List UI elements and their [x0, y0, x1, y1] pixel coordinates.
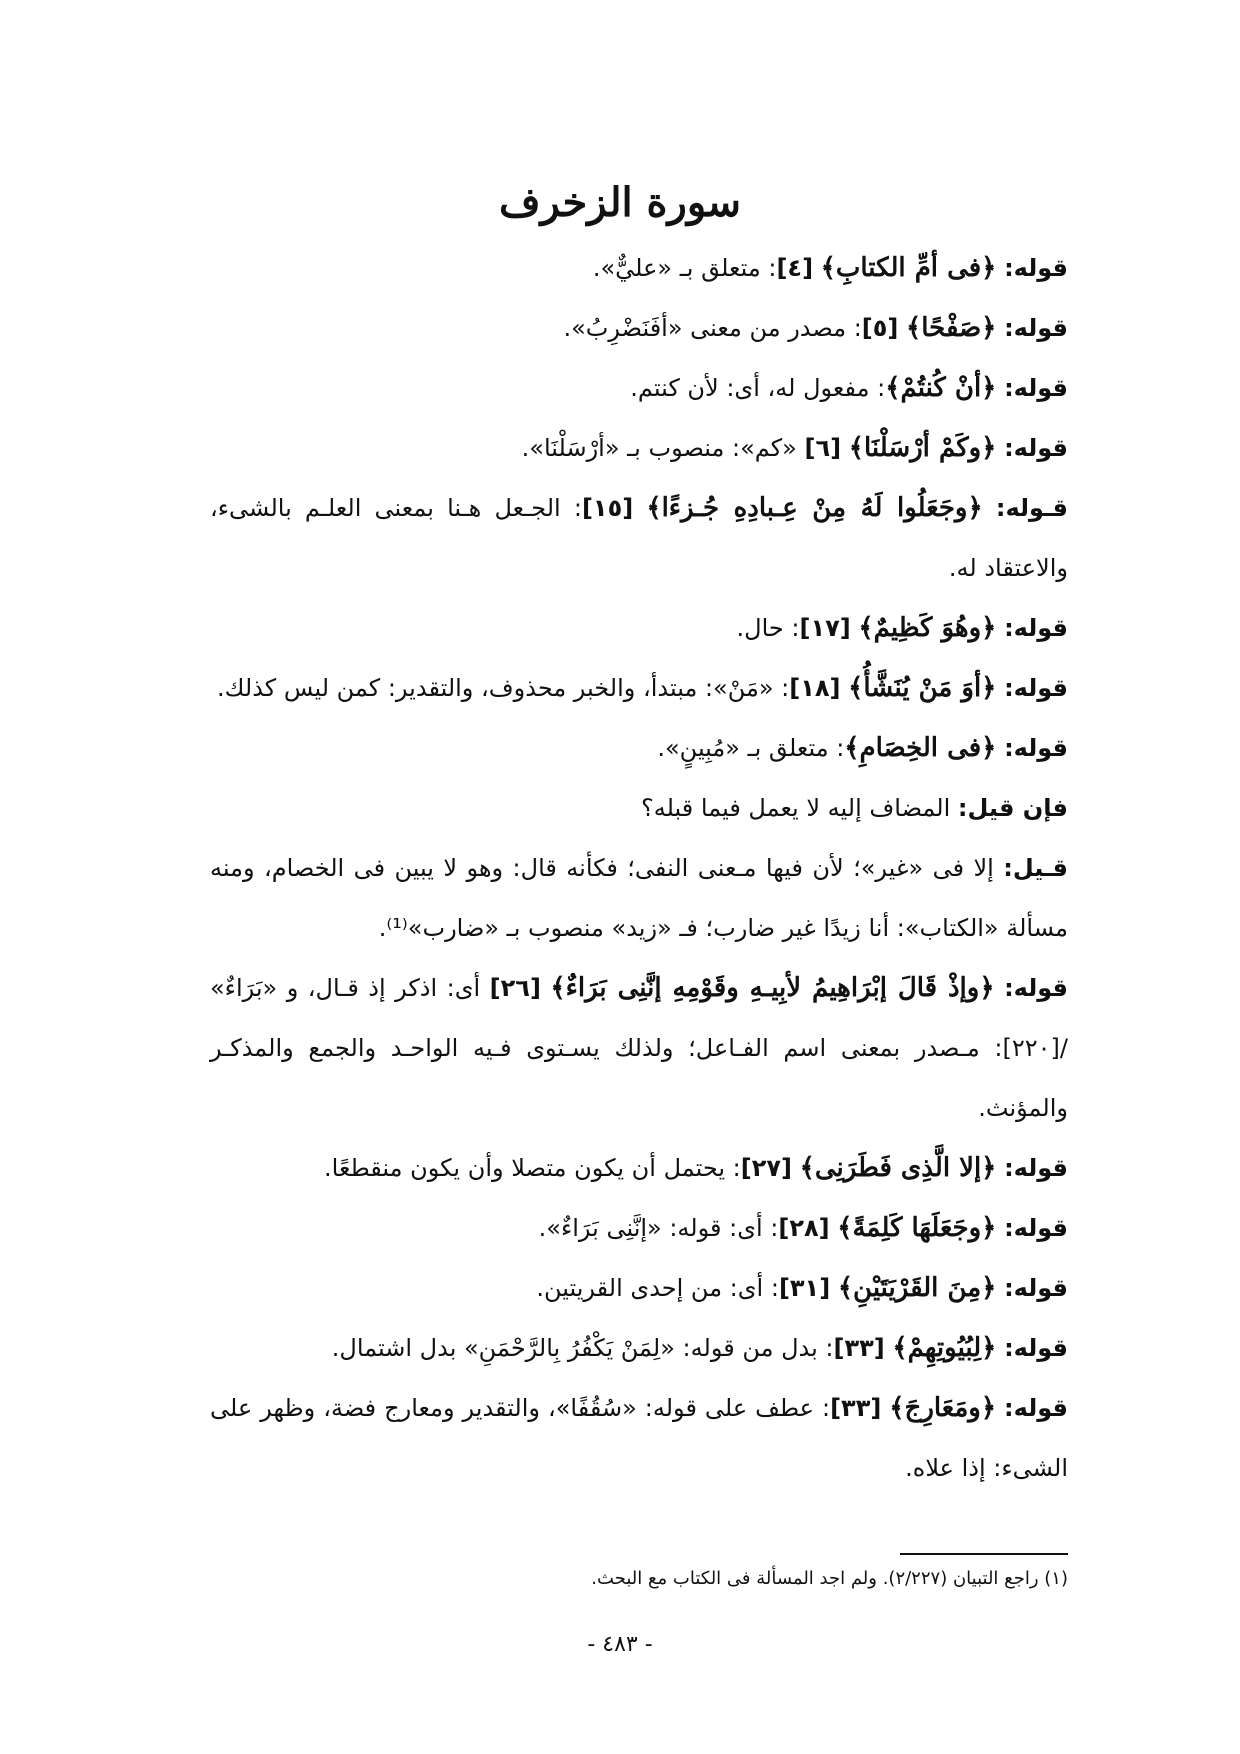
entry-11	[210, 1138, 1068, 1198]
quran-quote: ﴿ومَعَارِجَ﴾	[889, 1393, 997, 1423]
verse-number: [١٥]	[581, 494, 634, 522]
entry-3	[210, 418, 1068, 478]
entry-text: : متعلق بـ «مُبِينٍ».	[657, 734, 845, 762]
quran-quote: ﴿فى الخِصَامِ﴾	[844, 733, 997, 763]
entry-text: : أى: من إحدى القريتين.	[536, 1274, 779, 1302]
quran-quote: ﴿إلا الَّذِى فَطَرَنِى﴾	[799, 1153, 997, 1183]
entry-text: إلا فى «غير»؛ لأن فيها مـعنى النفى؛ فكأنه قال: وهو لا يبين فى الخصام، ومنه مسألة «الكتاب»: أنا زيدًا غير ضارب؛ فـ «زيد» منصوب بـ «ضارب»⁽¹⁾.	[210, 854, 1068, 942]
quran-quote: ﴿فى أمِّ الكتابِ﴾	[820, 253, 997, 283]
entry-13	[210, 1258, 1068, 1318]
entry-1	[210, 298, 1068, 358]
verse-number: [٣١]	[778, 1274, 831, 1302]
verse-number: [٢٦]	[489, 974, 541, 1002]
verse-number: [٤]	[776, 254, 814, 282]
entry-text: : بدل من قوله: «لِمَنْ يَكْفُرُ بِالرَّحْمَنِ» بدل اشتمال.	[331, 1334, 834, 1362]
surah-title: سورة الزخرف	[498, 179, 741, 226]
verse-number: [٢٧]	[740, 1154, 792, 1182]
entry-text: : الجـعل هـنا بمعنى العلـم بالشىء، والاعتقاد له.	[210, 494, 1068, 582]
quran-quote: ﴿مِنَ القَرْيَتَيْنِ﴾	[837, 1273, 997, 1303]
entry-key: قوله:	[1004, 1154, 1068, 1182]
verse-number: [٣٣]	[833, 1334, 885, 1362]
entry-text: «كم»: منصوب بـ «أرْسَلْنَا».	[521, 434, 805, 462]
entry-text: : متعلق بـ «عليٌّ».	[592, 254, 777, 282]
entry-text: : أى: قوله: «إنَّنِى بَرَاءٌ».	[538, 1214, 779, 1242]
entry-text: : «مَنْ»: مبتدأ، والخبر محذوف، والتقدير: كمن ليس كذلك.	[217, 674, 790, 702]
verse-number: [١٨]	[789, 674, 841, 702]
entry-key: قوله:	[1004, 374, 1068, 402]
footnote-divider	[900, 1553, 1068, 1555]
entry-key: قوله:	[1004, 314, 1068, 342]
entry-text: : حال.	[736, 614, 800, 642]
page-number: - ٤٨٣ -	[587, 1632, 653, 1657]
entry-key: فإن قيل:	[957, 794, 1068, 822]
entry-7	[210, 718, 1068, 778]
entry-2	[210, 358, 1068, 418]
entry-text: : مفعول له، أى: لأن كنتم.	[630, 374, 886, 402]
entry-text: : عطف على قوله: «سُقُفًا»، والتقدير ومعارج فضة، وظهر على الشىء: إذا علاه.	[210, 1394, 1068, 1482]
entry-15	[210, 1378, 1068, 1498]
entry-0	[210, 238, 1068, 298]
entry-4	[210, 478, 1068, 598]
verse-number: [٢٨]	[778, 1214, 830, 1242]
entry-text: : يحتمل أن يكون متصلا وأن يكون منقطعًا.	[324, 1154, 741, 1182]
entry-text: المضاف إليه لا يعمل فيما قبله؟	[641, 794, 958, 822]
entry-key: قـوله:	[995, 494, 1068, 522]
entry-5	[210, 598, 1068, 658]
quran-quote: ﴿وهُوَ كَظِيمٌ﴾	[858, 613, 997, 643]
entry-10	[210, 958, 1068, 1138]
verse-number: [٥]	[861, 314, 899, 342]
verse-number: [١٧]	[799, 614, 851, 642]
quran-quote: ﴿لِبُيُوتِهِمْ﴾	[892, 1333, 997, 1363]
entry-6	[210, 658, 1068, 718]
verse-number: [٣٣]	[830, 1394, 882, 1422]
entry-key: قوله:	[1004, 974, 1069, 1002]
entry-key: قوله:	[1004, 1274, 1068, 1302]
entry-14	[210, 1318, 1068, 1378]
verse-number: [٦]	[804, 434, 842, 462]
entry-key: قوله:	[1004, 434, 1068, 462]
entry-text: : مصدر من معنى «أفَنَضْرِبُ».	[563, 314, 862, 342]
entry-key: قوله:	[1004, 734, 1068, 762]
quran-quote: ﴿أنْ كُنتُمْ﴾	[885, 373, 997, 403]
entry-key: قوله:	[1004, 1394, 1068, 1422]
commentary-body	[210, 238, 1068, 1498]
footnote: (١) راجع التبيان (٢/٢٢٧). ولم اجد المسألة فى الكتاب مع البحث.	[591, 1568, 1068, 1589]
entry-key: قوله:	[1004, 254, 1068, 282]
entry-12	[210, 1198, 1068, 1258]
quran-quote: ﴿صَفْحًا﴾	[906, 313, 997, 343]
entry-key: قوله:	[1004, 1334, 1068, 1362]
entry-9	[210, 838, 1068, 958]
entry-8	[210, 778, 1068, 838]
entry-key: قـيل:	[1003, 854, 1068, 882]
entry-key: قوله:	[1004, 674, 1068, 702]
entry-text: أى: اذكر إذ قـال، و «بَرَاءٌ» /[٢٢٠]: مـصدر بمعنى اسم الفـاعل؛ ولذلك يسـتوى فـيه الواحـد والجمع والمذكـر والمؤنث.	[210, 974, 1068, 1122]
quran-quote: ﴿وكَمْ أرْسَلْنَا﴾	[848, 433, 997, 463]
quran-quote: ﴿وجَعَلُوا لَهُ مِنْ عِـبادِهِ جُـزءًا﴾	[646, 493, 983, 523]
entry-key: قوله:	[1004, 1214, 1068, 1242]
entry-key: قوله:	[1004, 614, 1068, 642]
quran-quote: ﴿وإذْ قَالَ إبْرَاهِيمُ لأبِيـهِ وقَوْمِهِ إنَّنِى بَرَاءٌ﴾	[550, 973, 995, 1003]
quran-quote: ﴿وجَعَلَهَا كَلِمَةً﴾	[837, 1213, 997, 1243]
quran-quote: ﴿أوَ مَنْ يُنَشَّأُ﴾	[848, 673, 997, 703]
